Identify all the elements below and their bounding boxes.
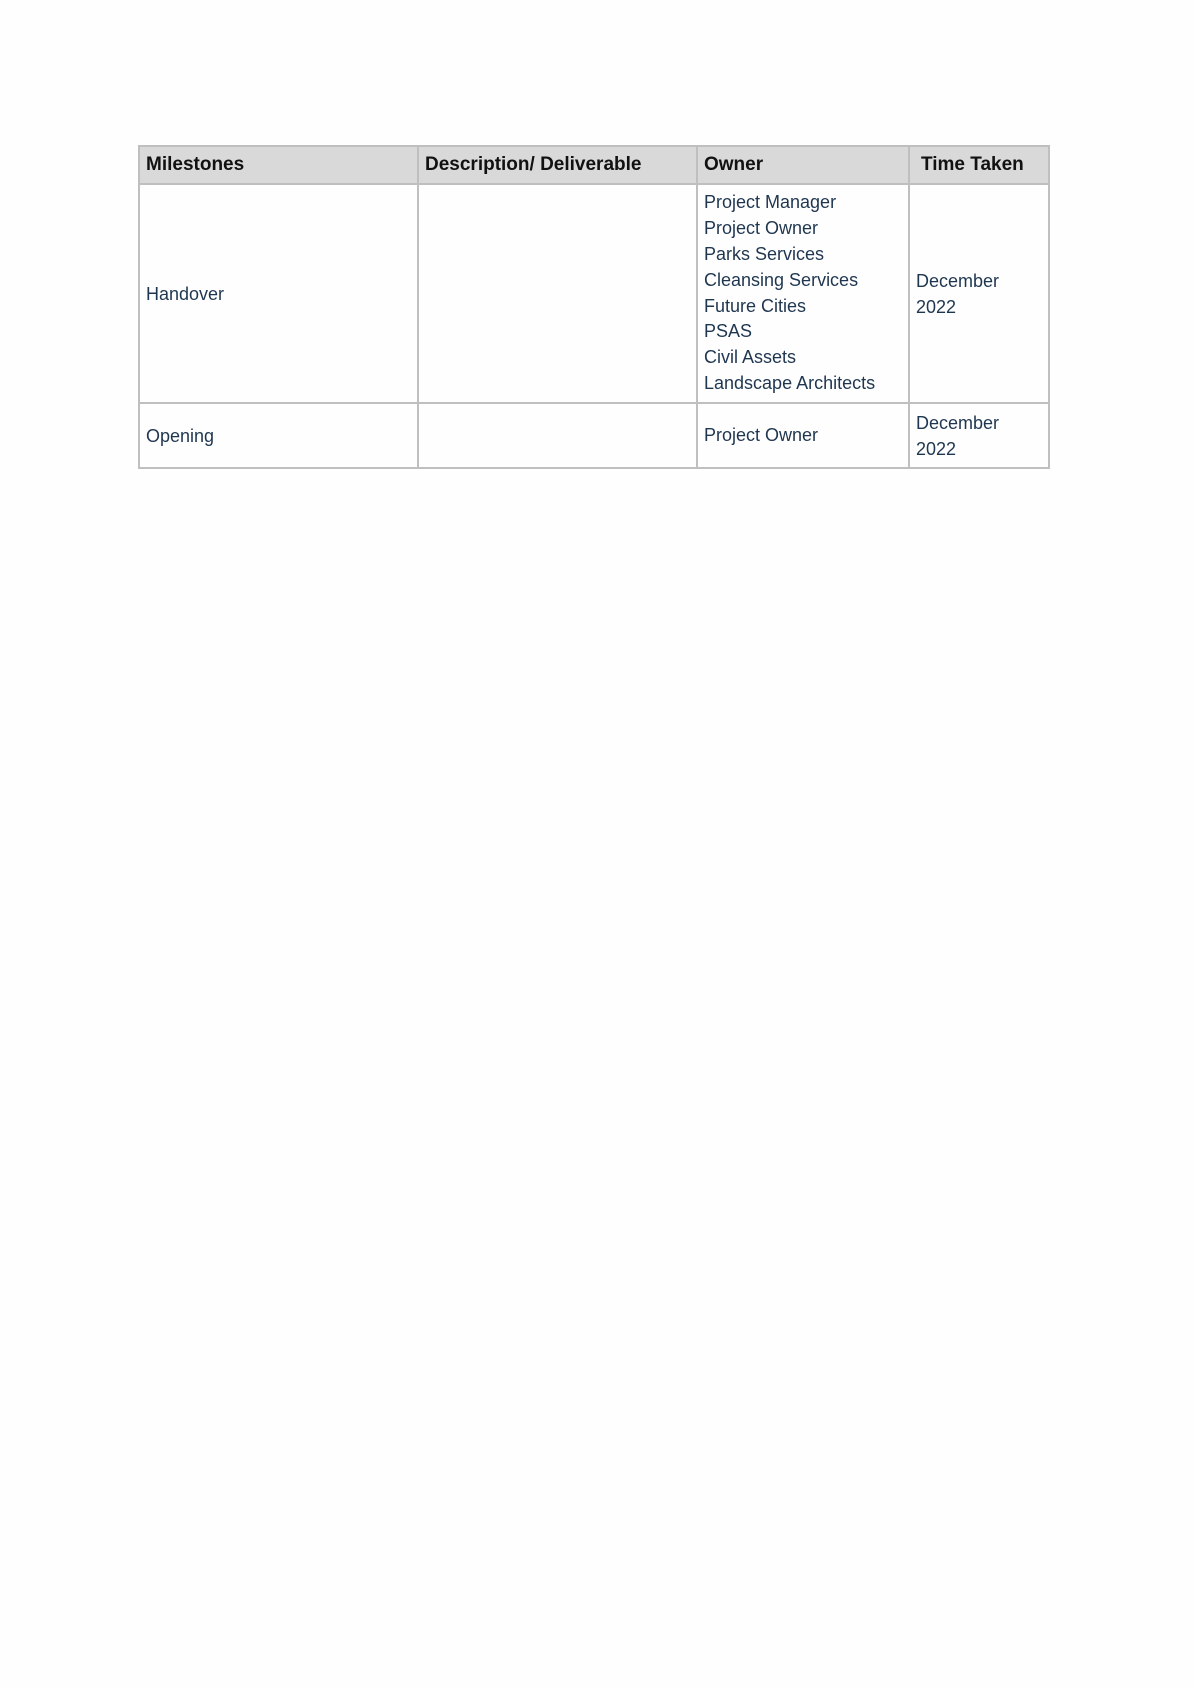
table-row bbox=[139, 184, 1049, 403]
description-cell bbox=[418, 403, 697, 468]
header-milestones: Milestones bbox=[139, 146, 418, 184]
header-owner: Owner bbox=[697, 146, 909, 184]
owner-item: Landscape Architects bbox=[704, 372, 876, 393]
owner-item: PSAS bbox=[704, 321, 753, 342]
table-row bbox=[139, 403, 1049, 468]
description-cell bbox=[418, 184, 697, 403]
owner-cell bbox=[697, 403, 909, 468]
milestone-cell: Handover bbox=[139, 184, 418, 403]
time-taken-cell bbox=[909, 403, 1049, 468]
milestones-table bbox=[138, 145, 1050, 469]
owner-item: Project Owner bbox=[704, 218, 819, 239]
header-time-taken: Time Taken bbox=[909, 146, 1049, 184]
time-taken-text: December 2022 bbox=[916, 270, 1000, 317]
owner-item: Project Owner bbox=[704, 424, 819, 445]
owner-cell bbox=[697, 184, 909, 403]
time-taken-cell bbox=[909, 184, 1049, 403]
header-description: Description/ Deliverable bbox=[418, 146, 697, 184]
time-taken-text: December 2022 bbox=[916, 412, 1000, 459]
owner-item: Project Manager bbox=[704, 192, 837, 213]
milestone-cell: Opening bbox=[139, 403, 418, 468]
owner-list bbox=[704, 423, 902, 449]
owner-item: Future Cities bbox=[704, 295, 807, 316]
table-header-row bbox=[139, 146, 1049, 184]
owner-list bbox=[704, 190, 902, 396]
owner-item: Civil Assets bbox=[704, 347, 797, 368]
owner-item: Parks Services bbox=[704, 243, 825, 264]
owner-item: Cleansing Services bbox=[704, 269, 859, 290]
